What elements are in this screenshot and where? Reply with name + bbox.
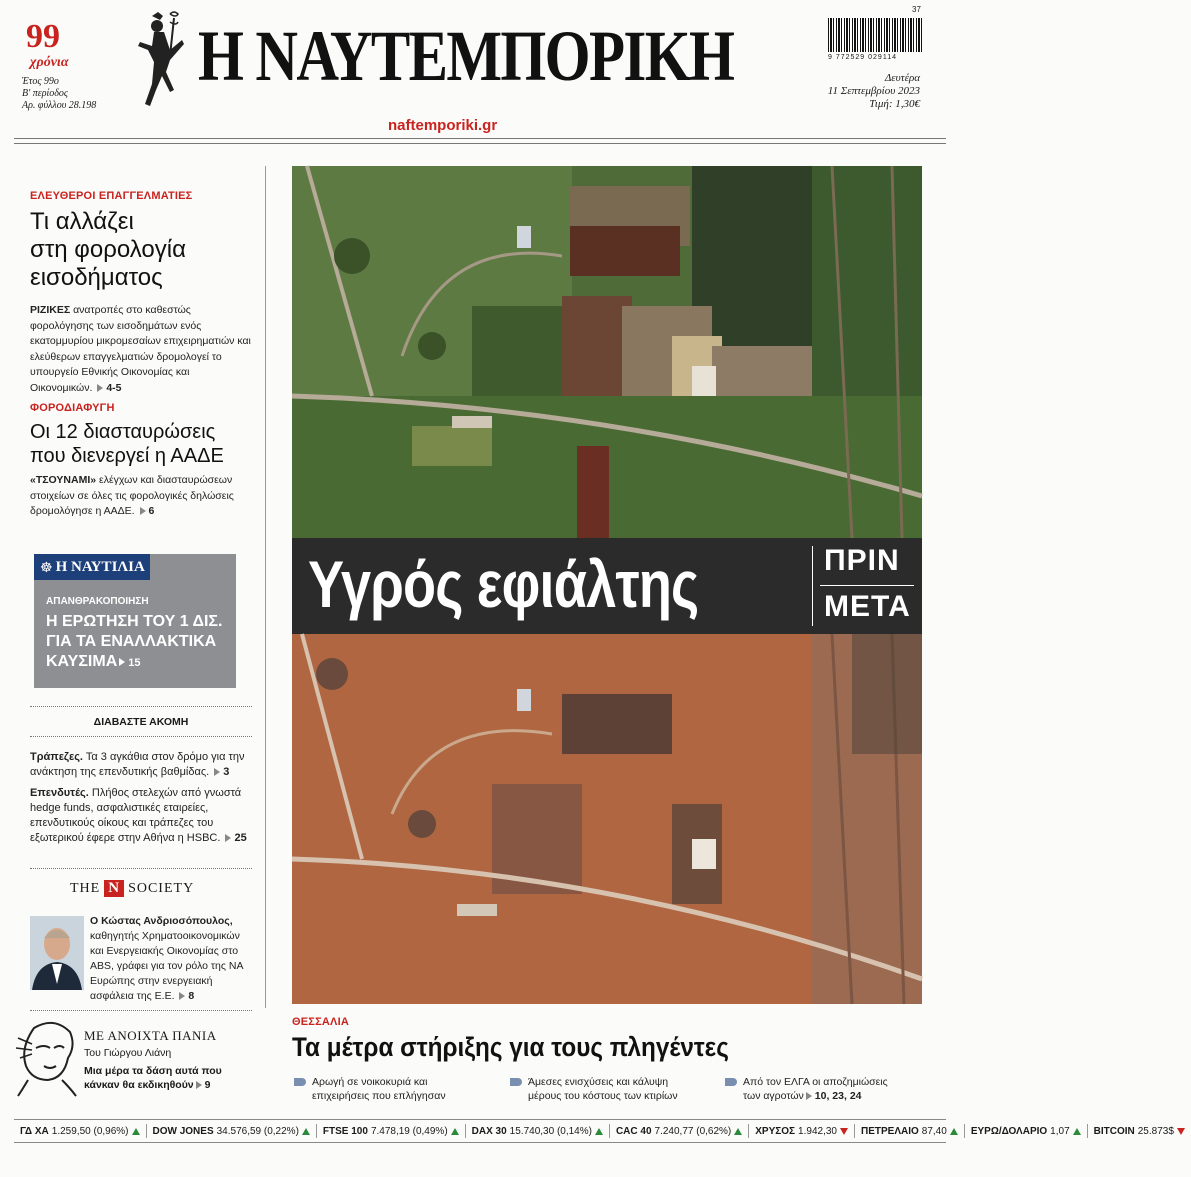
main-bullet[interactable] <box>725 1075 930 1103</box>
page-arrow-icon <box>97 384 103 392</box>
ticker-item: DOW JONES 34.576,59 (0,22%) <box>147 1124 317 1138</box>
hermes-logo-icon <box>130 10 188 110</box>
society-the: THE <box>70 880 101 896</box>
story1-headline-line: στη φορολογία <box>30 236 186 263</box>
up-arrow-icon <box>595 1128 603 1135</box>
society-body: καθηγητής Χρηματοοικονομικών και Ενεργειακής Οικονομίας στο ABS, γράφει για τον ρόλο της ΝΑ Ευρώπης στην ενεργειακή ασφάλεια της Ε.Ε. <box>90 930 243 1002</box>
up-arrow-icon <box>734 1128 742 1135</box>
website-link[interactable]: naftemporiki.gr <box>388 117 498 134</box>
main-bullet-pages: 10, 23, 24 <box>814 1090 862 1102</box>
page-arrow-icon <box>119 658 125 666</box>
read-more-item-pages: 25 <box>234 832 247 844</box>
main-bullet-line: Άμεσες ενισχύσεις και κάλυψη <box>528 1076 669 1088</box>
story1-body <box>30 303 252 396</box>
headline-band <box>292 538 922 634</box>
read-more-item-pages: 3 <box>223 766 230 778</box>
read-more-rule <box>30 736 252 737</box>
naftilia-brand-bar <box>34 554 150 580</box>
bullet-arrow-icon <box>725 1078 737 1086</box>
columnist-sketch-icon <box>14 1018 80 1098</box>
page-arrow-icon <box>806 1092 812 1100</box>
read-more-rule <box>30 706 252 707</box>
main-bullet-line: μέρους του κόστους των κτιρίων <box>528 1090 678 1102</box>
before-after-divider <box>812 546 813 626</box>
page-arrow-icon <box>196 1081 202 1089</box>
story2-text: ελέγχων και διασταυρώσεων στοιχείων σε όλες τις φορολογικές δηλώσεις δρομολόγησε η ΑΑΔΕ. <box>30 474 234 517</box>
after-label: ΜΕΤΑ <box>824 590 911 623</box>
ticker-item: BITCOIN 25.873$ <box>1088 1124 1191 1138</box>
page-arrow-icon <box>225 834 231 842</box>
ticker-item: DAX 30 15.740,30 (0,14%) <box>466 1124 610 1138</box>
story2-kicker: ΦΟΡΟΔΙΑΦΥΓΗ <box>30 402 115 414</box>
up-arrow-icon <box>1073 1128 1081 1135</box>
read-more-item[interactable] <box>30 750 252 780</box>
column-pages: 9 <box>204 1079 211 1091</box>
story2-body <box>30 473 252 520</box>
society-word: SOCIETY <box>128 880 195 896</box>
edition-line-1: Έτος 99ο <box>22 76 59 87</box>
story2-headline-line: που διενεργεί η ΑΑΔΕ <box>30 445 224 467</box>
barcode <box>828 18 922 52</box>
issue-date: 11 Σεπτεμβρίου 2023 <box>827 85 920 97</box>
author-photo <box>30 916 84 990</box>
story1-headline[interactable] <box>30 208 186 292</box>
read-more-item-lead: Τράπεζες. <box>30 751 83 763</box>
masthead-rule <box>14 138 946 144</box>
page-arrow-icon <box>214 768 220 776</box>
naftilia-brand: Η ΝΑΥΤΙΛΙΑ <box>55 558 145 575</box>
column-headline-line: κάνκαν θα εκδικηθούν <box>84 1079 194 1091</box>
years-word: χρόνια <box>30 55 69 70</box>
story1-text: ανατροπές στο καθεστώς φορολόγησης των εισοδημάτων ενός εκατομμυρίου μικρομεσαίων επιχειρηματιών και ελεύθερων επαγγελματιών δρομολογεί το υπουργείο Εθνικής Οικονομίας και Οικονομικών. <box>30 304 251 394</box>
ticker-item: ΧΡΥΣΟΣ 1.942,30 <box>749 1124 855 1138</box>
read-more-item-text: Πλήθος στελεχών από γνωστά hedge funds, ασφαλιστικές εταιρείες, επενδυτικούς οίκους και τράπεζες του εξωτερικού έφερε στην Αθήνα η HSBC. <box>30 787 242 844</box>
bullet-arrow-icon <box>294 1078 306 1086</box>
story2-headline-line: Οι 12 διασταυρώσεις <box>30 421 216 443</box>
naftilia-box[interactable] <box>34 554 236 688</box>
story1-pages: 4-5 <box>106 381 122 394</box>
up-arrow-icon <box>451 1128 459 1135</box>
ship-wheel-icon: ☸ <box>40 558 53 575</box>
story1-headline-line: εισοδήματος <box>30 264 163 291</box>
society-rule <box>30 868 252 869</box>
society-pages: 8 <box>188 990 195 1002</box>
ticker-item: ΕΥΡΩ/ΔΟΛΑΡΙΟ 1,07 <box>965 1124 1088 1138</box>
society-logo <box>70 880 194 897</box>
up-arrow-icon <box>302 1128 310 1135</box>
down-arrow-icon <box>1177 1128 1185 1135</box>
naftilia-headline <box>46 612 222 673</box>
barcode-number: 9 772529 029114 <box>828 54 897 61</box>
years-number: 99 <box>26 18 60 55</box>
after-satellite-image <box>292 634 922 1004</box>
sidebar-divider <box>265 166 266 1008</box>
naftilia-headline-line: ΚΑΥΣΙΜΑ <box>46 653 118 670</box>
page-arrow-icon <box>179 992 185 1000</box>
naftilia-kicker: ΑΠΑΝΘΡΑΚΟΠΟΙΗΣΗ <box>46 596 149 607</box>
column-rule <box>30 1010 252 1011</box>
column-author: Του Γιώργου Λιάνη <box>84 1047 172 1059</box>
read-more-item-text: Τα 3 αγκάθια στον δρόμο για την ανάκτηση της επενδυτικής βαθμίδας. <box>30 751 245 778</box>
story1-lead: ΡΙΖΙΚΕΣ <box>30 304 71 316</box>
naftilia-pages: 15 <box>128 657 141 669</box>
ticker-item: CAC 40 7.240,77 (0,62%) <box>610 1124 749 1138</box>
newspaper-title: Η ΝΑΥΤΕΜΠΟΡΙΚΗ <box>198 16 734 96</box>
story2-headline[interactable] <box>30 420 224 468</box>
society-author-name: Ο Κώστας Ανδριοσόπουλος, <box>90 915 233 927</box>
barcode-suffix: 37 <box>912 5 921 14</box>
market-ticker <box>14 1119 1174 1143</box>
column-title: ΜΕ ΑΝΟΙΧΤΑ ΠΑΝΙΑ <box>84 1028 217 1043</box>
main-subheadline[interactable]: Τα μέτρα στήριξης για τους πληγέντες <box>292 1032 729 1062</box>
ticker-item: ΓΔ ΧΑ 1.259,50 (0,96%) <box>14 1124 147 1138</box>
main-kicker: ΘΕΣΣΑΛΙΑ <box>292 1016 349 1028</box>
society-text[interactable] <box>90 914 252 1004</box>
main-bullet-line: Από τον ΕΛΓΑ οι αποζημιώσεις <box>743 1076 888 1088</box>
page-arrow-icon <box>140 507 146 515</box>
ticker-item: FTSE 100 7.478,19 (0,49%) <box>317 1124 466 1138</box>
up-arrow-icon <box>950 1128 958 1135</box>
read-more-title: ΔΙΑΒΑΣΤΕ ΑΚΟΜΗ <box>93 716 189 728</box>
read-more-item[interactable] <box>30 786 252 846</box>
column-headline[interactable] <box>84 1064 222 1092</box>
ticker-item: ΠΕΤΡΕΛΑΙΟ 87,40 <box>855 1124 965 1138</box>
story1-headline-line: Τι αλλάζει <box>30 208 134 235</box>
read-more-item-lead: Επενδυτές. <box>30 787 89 799</box>
naftilia-headline-line: ΓΙΑ ΤΑ ΕΝΑΛΛΑΚΤΙΚΑ <box>46 633 217 650</box>
down-arrow-icon <box>840 1128 848 1135</box>
main-bullet[interactable] <box>294 1075 494 1103</box>
story1-kicker: ΕΛΕΥΘΕΡΟΙ ΕΠΑΓΓΕΛΜΑΤΙΕΣ <box>30 190 193 202</box>
before-label: ΠΡΙΝ <box>824 544 900 577</box>
main-bullet[interactable] <box>510 1075 710 1103</box>
edition-line-2: Β' περίοδος <box>22 88 68 99</box>
society-n: N <box>104 880 124 897</box>
before-satellite-image <box>292 166 922 538</box>
bullet-arrow-icon <box>510 1078 522 1086</box>
column-headline-line: Μια μέρα τα δάση αυτά που <box>84 1065 222 1077</box>
masthead <box>0 0 960 150</box>
main-bullet-line: Αρωγή σε νοικοκυριά και <box>312 1076 428 1088</box>
story2-pages: 6 <box>148 505 155 517</box>
edition-line-3: Αρ. φύλλου 28.198 <box>22 100 97 111</box>
issue-price: Τιμή: 1,30€ <box>869 98 920 110</box>
naftilia-headline-line: Η ΕΡΩΤΗΣΗ ΤΟΥ 1 ΔΙΣ. <box>46 613 223 630</box>
issue-day: Δευτέρα <box>884 72 920 84</box>
main-headline[interactable]: Υγρός εφιάλτης <box>308 547 699 621</box>
before-after-rule <box>820 585 914 586</box>
main-bullet-line: επιχειρήσεις που επλήγησαν <box>312 1090 446 1102</box>
main-bullet-line: των αγροτών <box>743 1090 804 1102</box>
up-arrow-icon <box>132 1128 140 1135</box>
story2-lead: «ΤΣΟΥΝΑΜΙ» <box>30 474 97 486</box>
